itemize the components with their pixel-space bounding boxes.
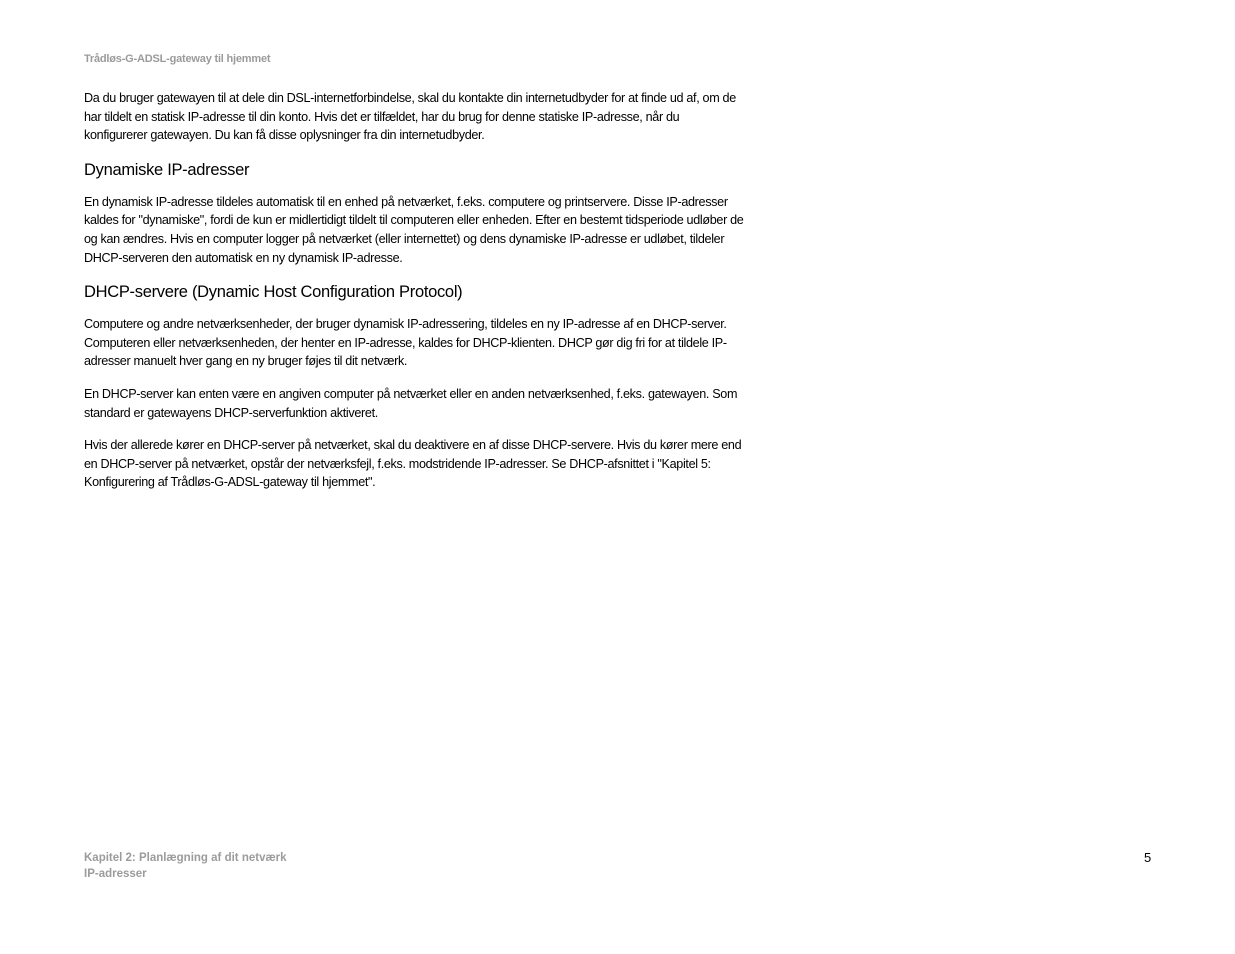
dynamic-ip-paragraph: En dynamisk IP-adresse tildeles automatisk til en enhed på netværket, f.eks. computere og printservere. Disse IP-adresser kaldes for "dynamiske", fordi de kun er midlertidigt tildelt til computeren eller enheden. Efter en bestemt tidsperiode udløber de og kan ændres. Hvis en computer logger på netværket (eller internettet) og dens dynamiske IP-adresse er udløbet, tildeler DHCP-serveren den automatisk en ny dynamisk IP-adresse. [84, 193, 744, 265]
dhcp-paragraph-1: Computere og andre netværksenheder, der bruger dynamisk IP-adressering, tildeles en ny IP-adresse af en DHCP-server. Computeren eller netværksenheden, der henter en IP-adresse, kaldes for DHCP-klienten. DHCP gør dig fri for at tildele IP-adresser manuelt hver gang en ny bruger føjes til dit netværk. [84, 316, 727, 369]
dhcp-paragraph-3: Hvis der allerede kører en DHCP-server på netværket, skal du deaktivere en af disse DHCP-servere. Hvis du kører mere end en DHCP-server på netværket, opstår der netværksfejl, f.eks. modstridende IP-adresser. Se DHCP-afsnittet i "Kapitel 5: Konfigurering af Trådløs-G-ADSL-gateway til hjemmet". [84, 437, 742, 490]
page-number: 5 [1144, 850, 1152, 865]
heading-dhcp-servers: DHCP-servere (Dynamic Host Configuration Protocol) [84, 283, 463, 302]
intro-paragraph: Da du bruger gatewayen til at dele din DSL-internetforbindelse, skal du kontakte din internetudbyder for at finde ud af, om de har tildelt en statisk IP-adresse til din konto. Hvis det er tilfældet, har du brug for denne statiske IP-adresse, når du konfigurerer gatewayen. Du kan få disse oplysninger fra din internetudbyder. [84, 90, 736, 143]
footer-chapter: Kapitel 2: Planlægning af dit netværk [84, 852, 287, 864]
dhcp-paragraph-2: En DHCP-server kan enten være en angiven computer på netværket eller en anden netværksenhed, f.eks. gatewayen. Som standard er gatewayens DHCP-serverfunktion aktiveret. [84, 385, 738, 420]
heading-dynamic-ip: Dynamiske IP-adresser [84, 160, 250, 179]
footer-section: IP-adresser [84, 868, 147, 880]
page-content [84, 89, 764, 506]
running-header: Trådløs-G-ADSL-gateway til hjemmet [84, 53, 271, 65]
page-footer [84, 850, 287, 882]
